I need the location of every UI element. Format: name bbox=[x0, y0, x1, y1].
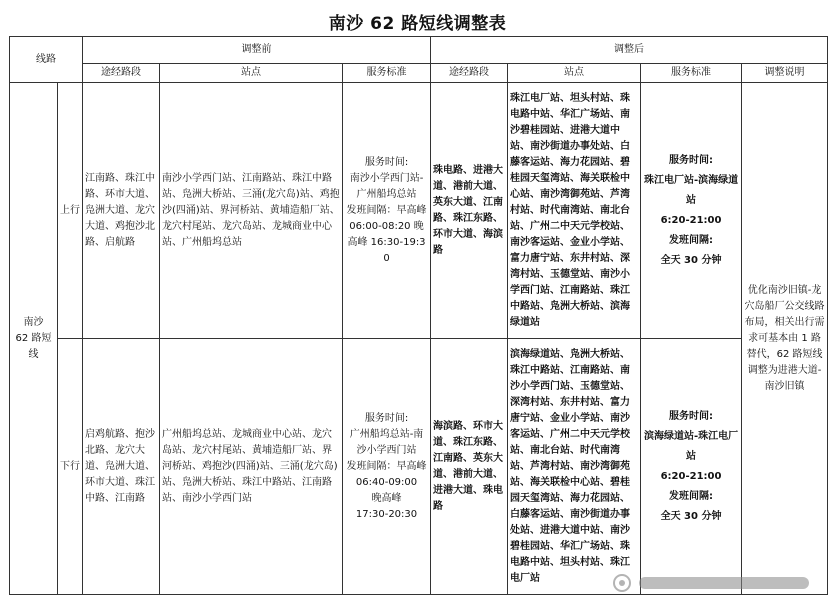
header-after-service: 服务标准 bbox=[641, 64, 742, 83]
table-row-up bbox=[10, 83, 828, 339]
down-before-stops: 广州船坞总站、龙城商业中心站、龙穴岛站、龙穴村尾站、黄埔造船厂站、界河桥站、鸡抱沙(四涌)站、三涌(龙穴岛)站、凫洲大桥站、珠江中路站、江南路站、南沙小学西门站 bbox=[160, 339, 343, 595]
up-before-service: 服务时间: 南沙小学西门站-广州船坞总站 发班间隔：早高峰06:00-08:20 晚高峰 16:30-19:30 bbox=[343, 83, 431, 339]
adjustment-note: 优化南沙旧镇-龙穴岛船厂公交线路布局，相关出行需求可基本由 1 路替代，62 路短线调整为进港大道-南沙旧镇 bbox=[742, 83, 828, 595]
header-after-stops: 站点 bbox=[508, 64, 641, 83]
up-before-stops: 南沙小学西门站、江南路站、珠江中路站、凫洲大桥站、三涌(龙穴岛)站、鸡抱沙(四涌)站、界河桥站、黄埔造船厂站、龙穴村尾站、龙穴岛站、龙城商业中心站、广州船坞总站 bbox=[160, 83, 343, 339]
up-after-service: 服务时间: 珠江电厂站-滨海绿道站 6:20-21:00 发班间隔: 全天 30 分钟 bbox=[641, 83, 742, 339]
header-note: 调整说明 bbox=[742, 64, 828, 83]
down-after-stops: 滨海绿道站、凫洲大桥站、珠江中路站、江南路站、南沙小学西门站、玉德堂站、深湾村站、东井村站、富力唐宁站、金业小学站、南沙客运站、广州二中天元学校站、南北台站、时代南湾站、芦湾村站、南沙湾御苑站、海关联检中心站、碧桂园天玺湾站、海力花园站、白藤客运站、南沙街道办事处站、进港大道中站、南沙碧桂园站、华汇广场站、珠电路中站、坦头村站、珠江电厂站 bbox=[508, 339, 641, 595]
table-row-down bbox=[10, 339, 828, 595]
page-title: 南沙 62 路短线调整表 bbox=[328, 14, 507, 34]
watermark-logo bbox=[611, 572, 821, 594]
down-before-path: 启鸡航路、抱沙北路、龙穴大道、凫洲大道、环市大道、珠江中路、江南路 bbox=[83, 339, 160, 595]
down-before-service: 服务时间: 广州船坞总站-南沙小学西门站 发班间隔：早高峰 06:40-09:00 晚高峰 17:30-20:30 bbox=[343, 339, 431, 595]
route-name: 南沙 62 路短线 bbox=[10, 83, 58, 595]
header-before-stops: 站点 bbox=[160, 64, 343, 83]
up-before-path: 江南路、珠江中路、环市大道、凫洲大道、龙穴大道、鸡抱沙北路、启航路 bbox=[83, 83, 160, 339]
header-before-path: 途经路段 bbox=[83, 64, 160, 83]
up-after-path: 珠电路、进港大道、港前大道、英东大道、江南路、珠江东路、环市大道、海滨路 bbox=[431, 83, 508, 339]
direction-up: 上行 bbox=[58, 83, 83, 339]
header-after-path: 途经路段 bbox=[431, 64, 508, 83]
header-before-service: 服务标准 bbox=[343, 64, 431, 83]
up-after-stops: 珠江电厂站、坦头村站、珠电路中站、华汇广场站、南沙碧桂园站、进港大道中站、南沙街道办事处站、白藤客运站、海力花园站、碧桂园天玺湾站、海关联检中心站、南沙湾御苑站、芦湾村站、时代南湾站、南北台站、广州二中天元学校站、南沙客运站、金业小学站、富力唐宁站、东井村站、深湾村站、玉德堂站、南沙小学西门站、江南路站、珠江中路站、凫洲大桥站、滨海绿道站 bbox=[508, 83, 641, 339]
direction-down: 下行 bbox=[58, 339, 83, 595]
adjustment-table bbox=[9, 36, 828, 595]
down-after-service: 服务时间: 滨海绿道站-珠江电厂站 6:20-21:00 发班间隔: 全天 30 分钟 bbox=[641, 339, 742, 595]
header-route: 线路 bbox=[10, 37, 83, 83]
header-after: 调整后 bbox=[431, 37, 828, 64]
header-before: 调整前 bbox=[83, 37, 431, 64]
down-after-path: 海滨路、环市大道、珠江东路、江南路、英东大道、港前大道、进港大道、珠电路 bbox=[431, 339, 508, 595]
